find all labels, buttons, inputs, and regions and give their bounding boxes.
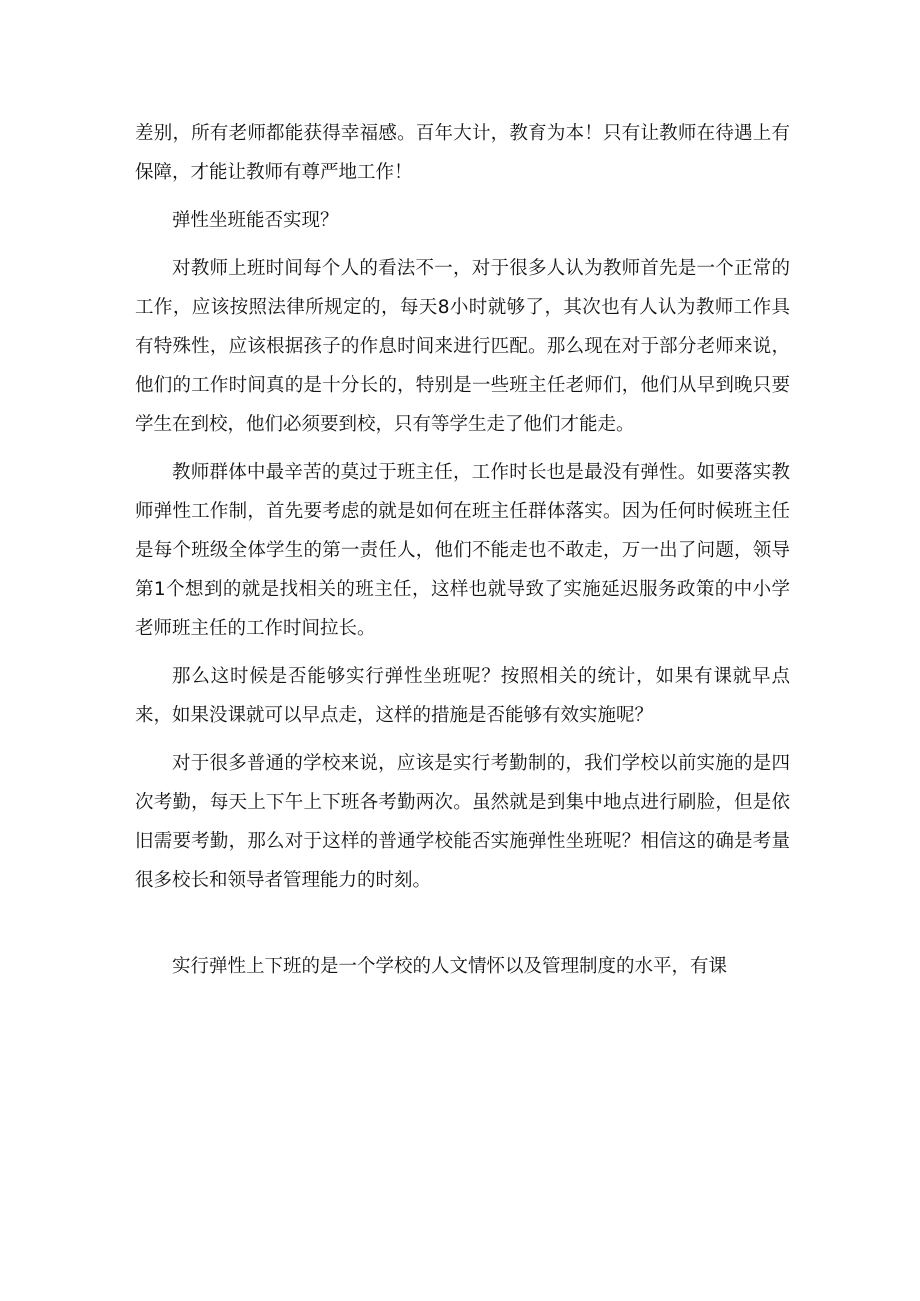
paragraph-flexible-question: 那么这时候是否能够实行弹性坐班呢？按照相关的统计，如果有课就早点来，如果没课就可以早点走，这样的措施是否能够有效实施呢？ (135, 666, 790, 726)
document-body (135, 114, 790, 986)
paragraph-attendance: 对于很多普通的学校来说，应该是实行考勤制的，我们学校以前实施的是四次考勤，每天上下午上下班各考勤两次。虽然就是到集中地点进行刷脸，但是依旧需要考勤，那么对于这样的普通学校能否实施弹性坐班呢？相信这的确是考量很多校长和领导者管理能力的时刻。 (135, 753, 790, 891)
paragraph-continuation: 差别，所有老师都能获得幸福感。百年大计，教育为本！只有让教师在待遇上有保障，才能让教师有尊严地工作！ (135, 123, 790, 183)
paragraph-humanistic-management: 实行弹性上下班的是一个学校的人文情怀以及管理制度的水平，有课 (172, 956, 728, 977)
paragraph-head-teachers: 教师群体中最辛苦的莫过于班主任，工作时长也是最没有弹性。如要落实教师弹性工作制，首先要考虑的就是如何在班主任群体落实。因为任何时候班主任是每个班级全体学生的第一责任人，他们不能走也不敢走，万一出了问题，领导第1个想到的就是找相关的班主任，这样也就导致了实施延迟服务政策的中小学老师班主任的工作时间拉长。 (135, 462, 790, 639)
paragraph-heading-flexible-hours: 弹性坐班能否实现？ (172, 210, 339, 231)
paragraph-work-hours-views: 对教师上班时间每个人的看法不一，对于很多人认为教师首先是一个正常的工作，应该按照法律所规定的，每天8小时就够了，其次也有人认为教师工作具有特殊性，应该根据孩子的作息时间来进行匹配。那么现在对于部分老师来说，他们的工作时间真的是十分长的，特别是一些班主任老师们，他们从早到晚只要学生在到校，他们必须要到校，只有等学生走了他们才能走。 (135, 258, 790, 435)
